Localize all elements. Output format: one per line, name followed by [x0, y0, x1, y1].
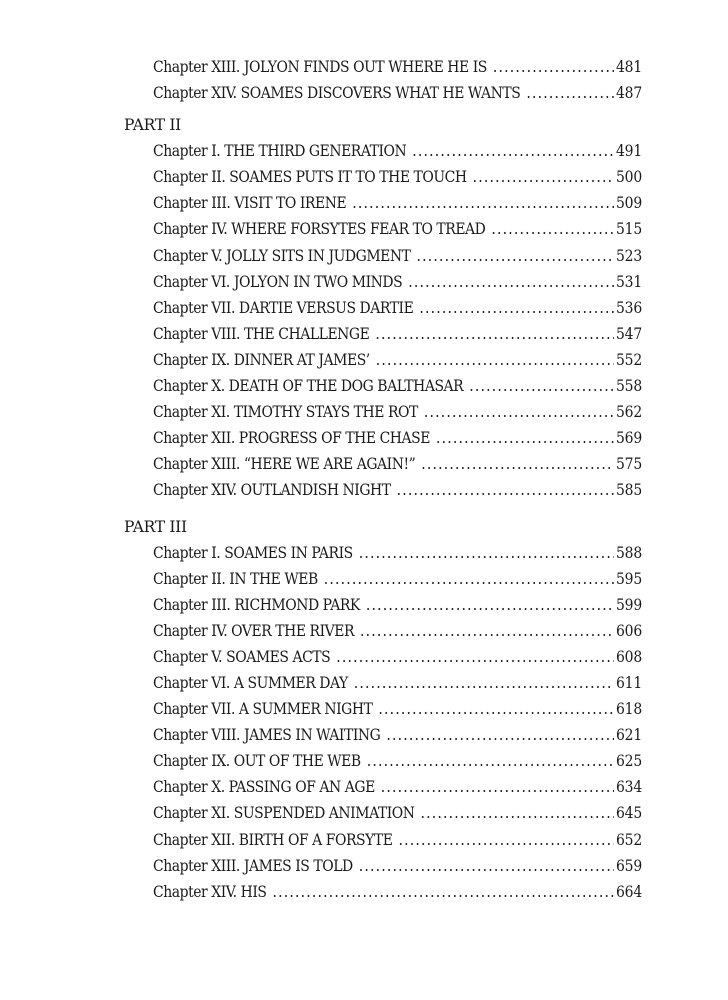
chapter-title: Chapter IX. DINNER AT JAMES’: [153, 350, 370, 369]
part-heading: PART III: [124, 517, 187, 536]
page-number: 599: [615, 595, 642, 614]
toc-entry[interactable]: [153, 347, 642, 373]
page-number: 558: [615, 377, 642, 396]
page-number: 509: [615, 194, 642, 213]
chapter-title: Chapter IV. OVER THE RIVER: [153, 621, 355, 640]
chapter-title: Chapter II. SOAMES PUTS IT TO THE TOUCH: [153, 168, 467, 187]
page-number: 500: [615, 168, 642, 187]
page-number: 611: [615, 673, 642, 692]
page-number: 552: [615, 350, 642, 369]
chapter-title: Chapter XIV. OUTLANDISH NIGHT: [153, 481, 391, 500]
dot-leader: [366, 592, 614, 618]
page-number: 491: [615, 142, 642, 161]
dot-leader: [378, 696, 614, 722]
dot-leader: [436, 425, 614, 451]
dot-leader: [491, 216, 614, 242]
toc-entry[interactable]: [153, 425, 642, 451]
page-number: 588: [615, 543, 642, 562]
page-number: 608: [615, 647, 642, 666]
toc-entry[interactable]: [153, 774, 642, 800]
chapter-title: Chapter II. IN THE WEB: [153, 569, 318, 588]
page-number: 575: [615, 455, 642, 474]
chapter-title: Chapter XIV. SOAMES DISCOVERS WHAT HE WANTS: [153, 84, 521, 103]
dot-leader: [526, 80, 614, 106]
toc-entry[interactable]: [153, 618, 642, 644]
page-number: 531: [615, 272, 642, 291]
toc-entry[interactable]: [153, 54, 642, 80]
toc-entry[interactable]: [153, 216, 642, 242]
page-number: 595: [615, 569, 642, 588]
dot-leader: [493, 54, 614, 80]
dot-leader: [367, 748, 614, 774]
dot-leader: [398, 827, 614, 853]
dot-leader: [360, 618, 614, 644]
dot-leader: [359, 853, 614, 879]
page-number: 515: [615, 220, 642, 239]
part-heading: PART II: [124, 116, 182, 135]
page-number: 634: [615, 778, 642, 797]
toc-entry[interactable]: [153, 138, 642, 164]
chapter-title: Chapter VII. A SUMMER NIGHT: [153, 700, 373, 719]
toc-entry[interactable]: [153, 800, 642, 826]
toc-entry[interactable]: [153, 451, 642, 477]
toc-entry[interactable]: [153, 827, 642, 853]
table-of-contents: [0, 54, 728, 905]
dot-leader: [397, 477, 614, 503]
toc-entry[interactable]: [153, 696, 642, 722]
toc-entry[interactable]: [153, 190, 642, 216]
chapter-title: Chapter III. RICHMOND PARK: [153, 595, 360, 614]
page-number: 569: [615, 429, 642, 448]
chapter-title: Chapter VII. DARTIE VERSUS DARTIE: [153, 298, 414, 317]
dot-leader: [273, 879, 614, 905]
page-number: 536: [615, 298, 642, 317]
chapter-title: Chapter VIII. JAMES IN WAITING: [153, 726, 381, 745]
page-number: 659: [615, 856, 642, 875]
chapter-title: Chapter I. THE THIRD GENERATION: [153, 142, 407, 161]
toc-entry[interactable]: [153, 373, 642, 399]
chapter-title: Chapter X. PASSING OF AN AGE: [153, 778, 375, 797]
toc-entry[interactable]: [153, 321, 642, 347]
dot-leader: [336, 644, 614, 670]
toc-entry[interactable]: [153, 80, 642, 106]
toc-entry[interactable]: [153, 644, 642, 670]
dot-leader: [386, 722, 614, 748]
page-number: 645: [615, 804, 642, 823]
page-number: 481: [615, 58, 642, 76]
dot-leader: [381, 774, 614, 800]
chapter-title: Chapter XII. BIRTH OF A FORSYTE: [153, 830, 393, 849]
chapter-title: Chapter VIII. THE CHALLENGE: [153, 324, 370, 343]
page-number: 523: [615, 246, 642, 265]
chapter-title: Chapter VI. JOLYON IN TWO MINDS: [153, 272, 403, 291]
toc-entry[interactable]: [153, 566, 642, 592]
dot-leader: [354, 670, 614, 696]
dot-leader: [469, 373, 614, 399]
page-number: 562: [615, 403, 642, 422]
toc-entry[interactable]: [153, 295, 642, 321]
dot-leader: [359, 540, 614, 566]
chapter-title: Chapter VI. A SUMMER DAY: [153, 673, 348, 692]
chapter-title: Chapter I. SOAMES IN PARIS: [153, 543, 353, 562]
chapter-title: Chapter IX. OUT OF THE WEB: [153, 752, 361, 771]
chapter-title: Chapter IV. WHERE FORSYTES FEAR TO TREAD: [153, 220, 486, 239]
dot-leader: [376, 347, 614, 373]
dot-leader: [421, 451, 614, 477]
toc-entry[interactable]: [153, 477, 642, 503]
dot-leader: [421, 800, 614, 826]
chapter-title: Chapter XIV. HIS: [153, 882, 267, 901]
chapter-title: Chapter V. SOAMES ACTS: [153, 647, 331, 666]
toc-entry[interactable]: [153, 670, 642, 696]
page-number: 547: [615, 324, 642, 343]
dot-leader: [352, 190, 614, 216]
toc-entry[interactable]: [153, 540, 642, 566]
toc-entry[interactable]: [153, 748, 642, 774]
dot-leader: [408, 269, 614, 295]
page-number: 621: [615, 726, 642, 745]
dot-leader: [324, 566, 614, 592]
page-number: 625: [615, 752, 642, 771]
dot-leader: [424, 399, 614, 425]
toc-entry[interactable]: [153, 243, 642, 269]
chapter-title: Chapter XI. SUSPENDED ANIMATION: [153, 804, 415, 823]
chapter-title: Chapter XIII. JOLYON FINDS OUT WHERE HE IS: [153, 58, 487, 76]
dot-leader: [412, 138, 614, 164]
dot-leader: [417, 243, 614, 269]
page-number: 618: [615, 700, 642, 719]
toc-entry[interactable]: [153, 399, 642, 425]
page-number: 487: [615, 84, 642, 103]
page-number: 652: [615, 830, 642, 849]
chapter-title: Chapter V. JOLLY SITS IN JUDGMENT: [153, 246, 411, 265]
toc-entry[interactable]: [153, 879, 642, 905]
chapter-title: Chapter XII. PROGRESS OF THE CHASE: [153, 429, 430, 448]
chapter-title: Chapter III. VISIT TO IRENE: [153, 194, 347, 213]
toc-entry[interactable]: [153, 592, 642, 618]
dot-leader: [375, 321, 614, 347]
page-number: 606: [615, 621, 642, 640]
page-number: 664: [615, 882, 642, 901]
chapter-title: Chapter XI. TIMOTHY STAYS THE ROT: [153, 403, 418, 422]
page-number: 585: [615, 481, 642, 500]
dot-leader: [419, 295, 614, 321]
toc-entry[interactable]: [153, 722, 642, 748]
dot-leader: [473, 164, 614, 190]
chapter-title: Chapter XIII. JAMES IS TOLD: [153, 856, 353, 875]
chapter-title: Chapter XIII. “HERE WE ARE AGAIN!”: [153, 455, 416, 474]
chapter-title: Chapter X. DEATH OF THE DOG BALTHASAR: [153, 377, 464, 396]
toc-entry[interactable]: [153, 853, 642, 879]
toc-entry[interactable]: [153, 269, 642, 295]
toc-entry[interactable]: [153, 164, 642, 190]
